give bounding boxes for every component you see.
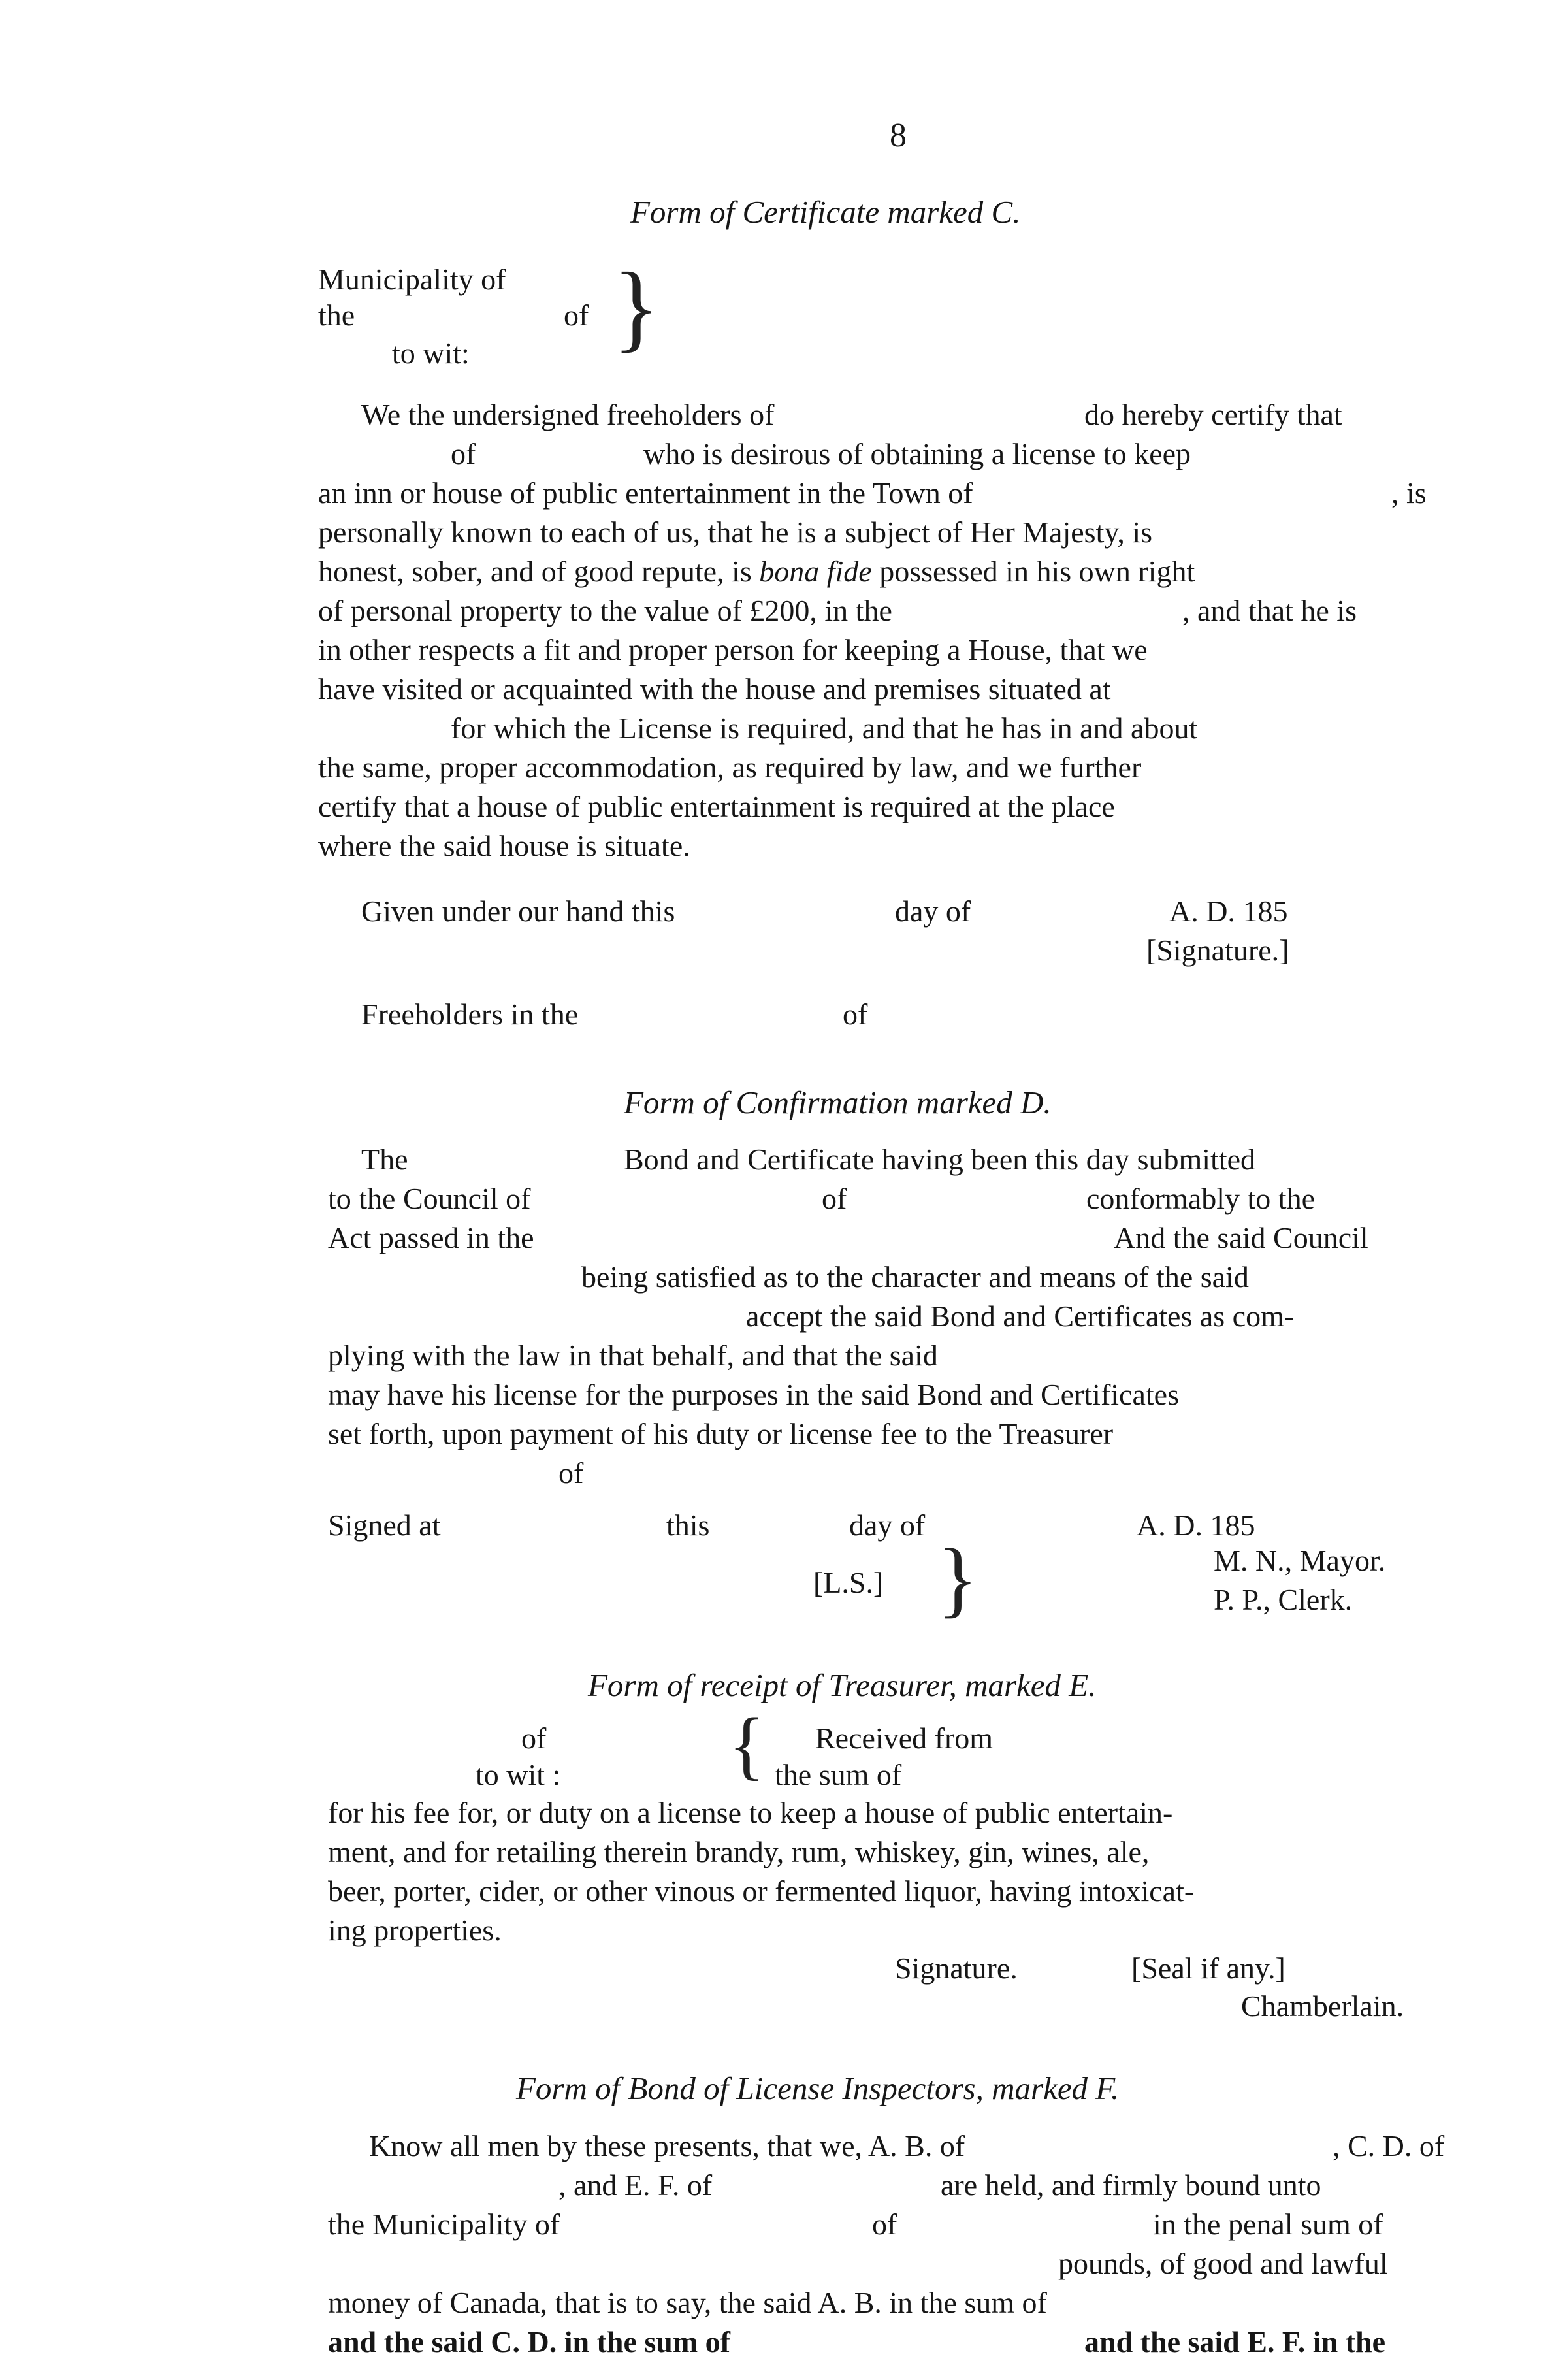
venue-line-3: to wit: (392, 336, 470, 370)
form-e-heading: Form of receipt of Treasurer, marked E. (588, 1667, 1097, 1703)
form-d-heading: Form of Confirmation marked D. (624, 1084, 1052, 1120)
body-line: may have his license for the purposes in the said Bond and Certificates (328, 1378, 1179, 1411)
signature-placeholder: [Signature.] (1146, 934, 1289, 967)
body-line: and the said C. D. in the sum of (328, 2325, 730, 2358)
body-line: of personal property to the value of £200, in the (318, 594, 892, 627)
body-line: for which the License is required, and that he has in and about (451, 711, 1198, 745)
mayor-signature: M. N., Mayor. (1214, 1544, 1386, 1577)
body-line: in the penal sum of (1153, 2208, 1383, 2241)
body-line: who is desirous of obtaining a license to keep (643, 437, 1191, 470)
freeholders-text: Freeholders in the (361, 998, 579, 1031)
body-line: accept the said Bond and Certificates as com- (746, 1299, 1295, 1333)
body-line: the same, proper accommodation, as required by law, and we further (318, 751, 1142, 784)
body-line: an inn or house of public entertainment in the Town of (318, 476, 973, 510)
body-line: do hereby certify that (1084, 398, 1342, 431)
receipt-signature: Signature. (895, 1951, 1018, 1985)
body-line: pounds, of good and lawful (1058, 2247, 1388, 2280)
body-line: and the said E. F. in the (1084, 2325, 1385, 2358)
freeholders-of: of (843, 998, 868, 1031)
given-text: Given under our hand this (361, 894, 675, 928)
signed-this: this (666, 1508, 710, 1542)
venue-brace: } (613, 253, 660, 361)
body-line: where the said house is situate. (318, 829, 690, 862)
clerk-signature: P. P., Clerk. (1214, 1583, 1353, 1616)
given-day: day of (895, 894, 971, 928)
body-line: Know all men by these presents, that we, A. B. of (369, 2129, 965, 2162)
signed-at: Signed at (328, 1508, 441, 1542)
body-line: for his fee for, or duty on a license to keep a house of public entertain- (328, 1796, 1173, 1829)
signed-year: A. D. 185 (1137, 1508, 1255, 1542)
body-line: plying with the law in that behalf, and that the said (328, 1339, 938, 1372)
venue-line-2: to wit : (476, 1758, 561, 1791)
body-line: being satisfied as to the character and means of the said (581, 1260, 1249, 1294)
chamberlain: Chamberlain. (1241, 1989, 1404, 2023)
body-line: ment, and for retailing therein brandy, rum, whiskey, gin, wines, ale, (328, 1835, 1150, 1868)
body-line: are held, and firmly bound unto (941, 2168, 1321, 2202)
body-line: ing properties. (328, 1914, 502, 1947)
venue-line-2a: the (318, 299, 355, 332)
body-line: certify that a house of public entertainment is required at the place (318, 790, 1115, 823)
venue-line-2b: of (564, 299, 589, 332)
page-number: 8 (890, 117, 907, 154)
body-line: the Municipality of (328, 2208, 560, 2241)
venue-line-1: of (521, 1721, 547, 1755)
received-sum: the sum of (775, 1758, 902, 1791)
receipt-seal: [Seal if any.] (1131, 1951, 1285, 1985)
form-c-heading: Form of Certificate marked C. (630, 194, 1021, 230)
body-line: in other respects a fit and proper person for keeping a House, that we (318, 633, 1148, 666)
seal-mark: [L.S.] (813, 1566, 884, 1599)
body-line: of (822, 1182, 847, 1215)
received-from: Received from (815, 1721, 994, 1755)
body-line: Act passed in the (328, 1221, 534, 1254)
body-line: set forth, upon payment of his duty or license fee to the Treasurer (328, 1417, 1114, 1450)
form-f-heading: Form of Bond of License Inspectors, marked F. (516, 2070, 1120, 2106)
body-line: , is (1391, 476, 1427, 510)
body-line: And the said Council (1114, 1221, 1368, 1254)
seal-brace: } (937, 1532, 978, 1626)
receipt-brace: { (728, 1702, 766, 1787)
body-line: conformably to the (1086, 1182, 1316, 1215)
body-line: to the Council of (328, 1182, 531, 1215)
body-line: Bond and Certificate having been this day submitted (624, 1143, 1256, 1176)
body-line: of (872, 2208, 897, 2241)
body-line: personally known to each of us, that he is a subject of Her Majesty, is (318, 515, 1153, 549)
body-line: The (361, 1143, 408, 1176)
given-year: A. D. 185 (1169, 894, 1288, 928)
body-line: money of Canada, that is to say, the said A. B. in the sum of (328, 2286, 1047, 2319)
venue-line-1: Municipality of (318, 263, 506, 296)
body-line: , and E. F. of (558, 2168, 713, 2202)
body-line: beer, porter, cider, or other vinous or fermented liquor, having intoxicat- (328, 1874, 1195, 1908)
body-line: , C. D. of (1333, 2129, 1445, 2162)
body-line: of (451, 437, 476, 470)
body-line: honest, sober, and of good repute, is bona fide possessed in his own right (318, 555, 1195, 588)
body-line: have visited or acquainted with the house and premises situated at (318, 672, 1111, 706)
body-line: , and that he is (1182, 594, 1357, 627)
body-line: We the undersigned freeholders of (361, 398, 775, 431)
body-line: of (558, 1456, 584, 1490)
signed-day: day of (849, 1508, 926, 1542)
